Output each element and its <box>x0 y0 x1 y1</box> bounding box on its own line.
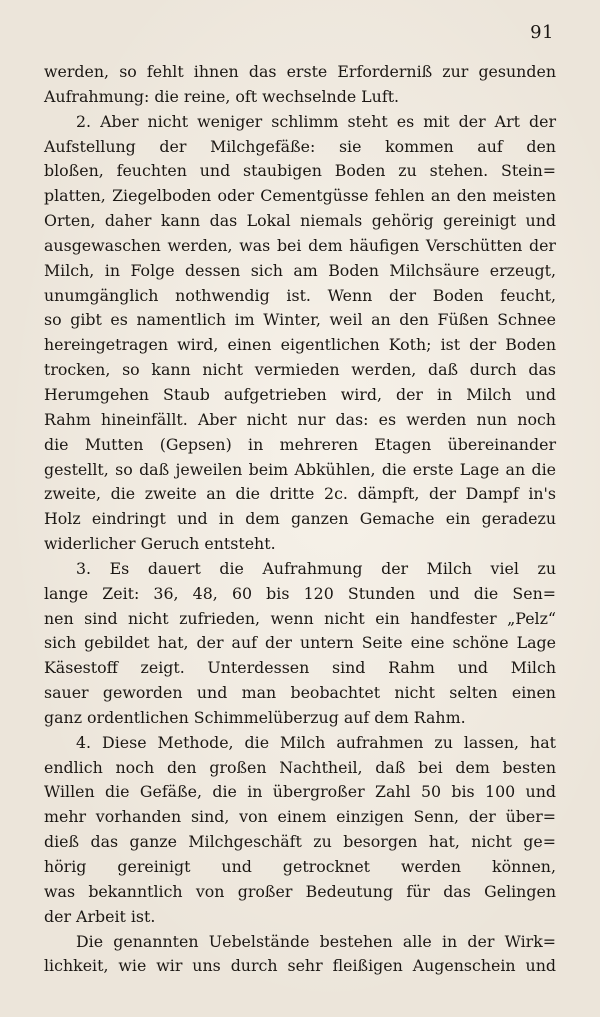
body-text <box>44 60 556 979</box>
text-line: trocken, so kann nicht vermieden werden, daß durch das <box>44 360 556 380</box>
text-line: Holz eindringt und in dem ganzen Gemache ein geradezu <box>44 509 556 529</box>
text-line: werden, so fehlt ihnen das erste Erforderniß zur gesunden <box>44 62 556 81</box>
text-line: 4. Diese Methode, die Milch aufrahmen zu lassen, hat <box>76 732 556 752</box>
text-line: Milch, in Folge dessen sich am Boden Milchsäure erzeugt, <box>44 260 556 280</box>
page-number: 91 <box>530 22 554 43</box>
text-line: gestellt, so daß jeweilen beim Abkühlen, die erste Lage an die <box>44 459 556 479</box>
text-line: die Mutten (Gepsen) in mehreren Etagen übereinander <box>44 434 556 454</box>
text-line: sauer geworden und man beobachtet nicht selten einen <box>44 683 556 703</box>
text-line: mehr vorhanden sind, von einem einzigen Senn, der über= <box>44 807 556 827</box>
text-line: Orten, daher kann das Lokal niemals gehörig gereinigt und <box>44 211 556 231</box>
text-line: Aufstellung der Milchgefäße: sie kommen auf den <box>44 136 556 156</box>
text-line: unumgänglich nothwendig ist. Wenn der Boden feucht, <box>44 285 556 305</box>
text-line: sich gebildet hat, der auf der untern Seite eine schöne Lage <box>44 633 556 653</box>
text-line: so gibt es namentlich im Winter, weil an den Füßen Schnee <box>44 310 556 330</box>
text-line: was bekanntlich von großer Bedeutung für das Gelingen <box>44 881 556 901</box>
text-line: widerlicher Geruch entsteht. <box>44 534 276 554</box>
text-line: zweite, die zweite an die dritte 2c. dämpft, der Dampf in's <box>44 484 556 504</box>
text-line: Rahm hineinfällt. Aber nicht nur das: es werden nun noch <box>44 409 556 429</box>
text-line: hörig gereinigt und getrocknet werden können, <box>44 857 556 876</box>
text-line: platten, Ziegelboden oder Cementgüsse fehlen an den meisten <box>44 186 556 206</box>
text-line: der Arbeit ist. <box>44 906 156 926</box>
text-line: hereingetragen wird, einen eigentlichen Koth; ist der Boden <box>44 335 556 355</box>
text-line: Käsestoff zeigt. Unterdessen sind Rahm und Milch <box>44 658 556 678</box>
text-line: lichkeit, wie wir uns durch sehr fleißigen Augenschein und <box>44 956 556 976</box>
text-line: Willen die Gefäße, die in übergroßer Zahl 50 bis 100 und <box>44 782 556 802</box>
text-line: Aufrahmung: die reine, oft wechselnde Luft. <box>44 86 400 106</box>
text-line: Herumgehen Staub aufgetrieben wird, der in Milch und <box>44 384 556 404</box>
text-line: dieß das ganze Milchgeschäft zu besorgen hat, nicht ge= <box>44 832 556 852</box>
text-line: ausgewaschen werden, was bei dem häufigen Verschütten der <box>44 235 556 255</box>
text-line: 2. Aber nicht weniger schlimm steht es mit der Art der <box>76 111 556 131</box>
text-line: 3. Es dauert die Aufrahmung der Milch viel zu <box>76 558 556 578</box>
text-line: Die genannten Uebelstände bestehen alle in der Wirk= <box>76 931 556 951</box>
text-line: lange Zeit: 36, 48, 60 bis 120 Stunden und die Sen= <box>44 583 556 603</box>
text-line: bloßen, feuchten und staubigen Boden zu stehen. Stein= <box>44 161 556 181</box>
text-line: ganz ordentlichen Schimmelüberzug auf dem Rahm. <box>44 707 466 727</box>
text-line: nen sind nicht zufrieden, wenn nicht ein handfester „Pelz“ <box>44 608 556 628</box>
text-line: endlich noch den großen Nachtheil, daß bei dem besten <box>44 757 556 777</box>
